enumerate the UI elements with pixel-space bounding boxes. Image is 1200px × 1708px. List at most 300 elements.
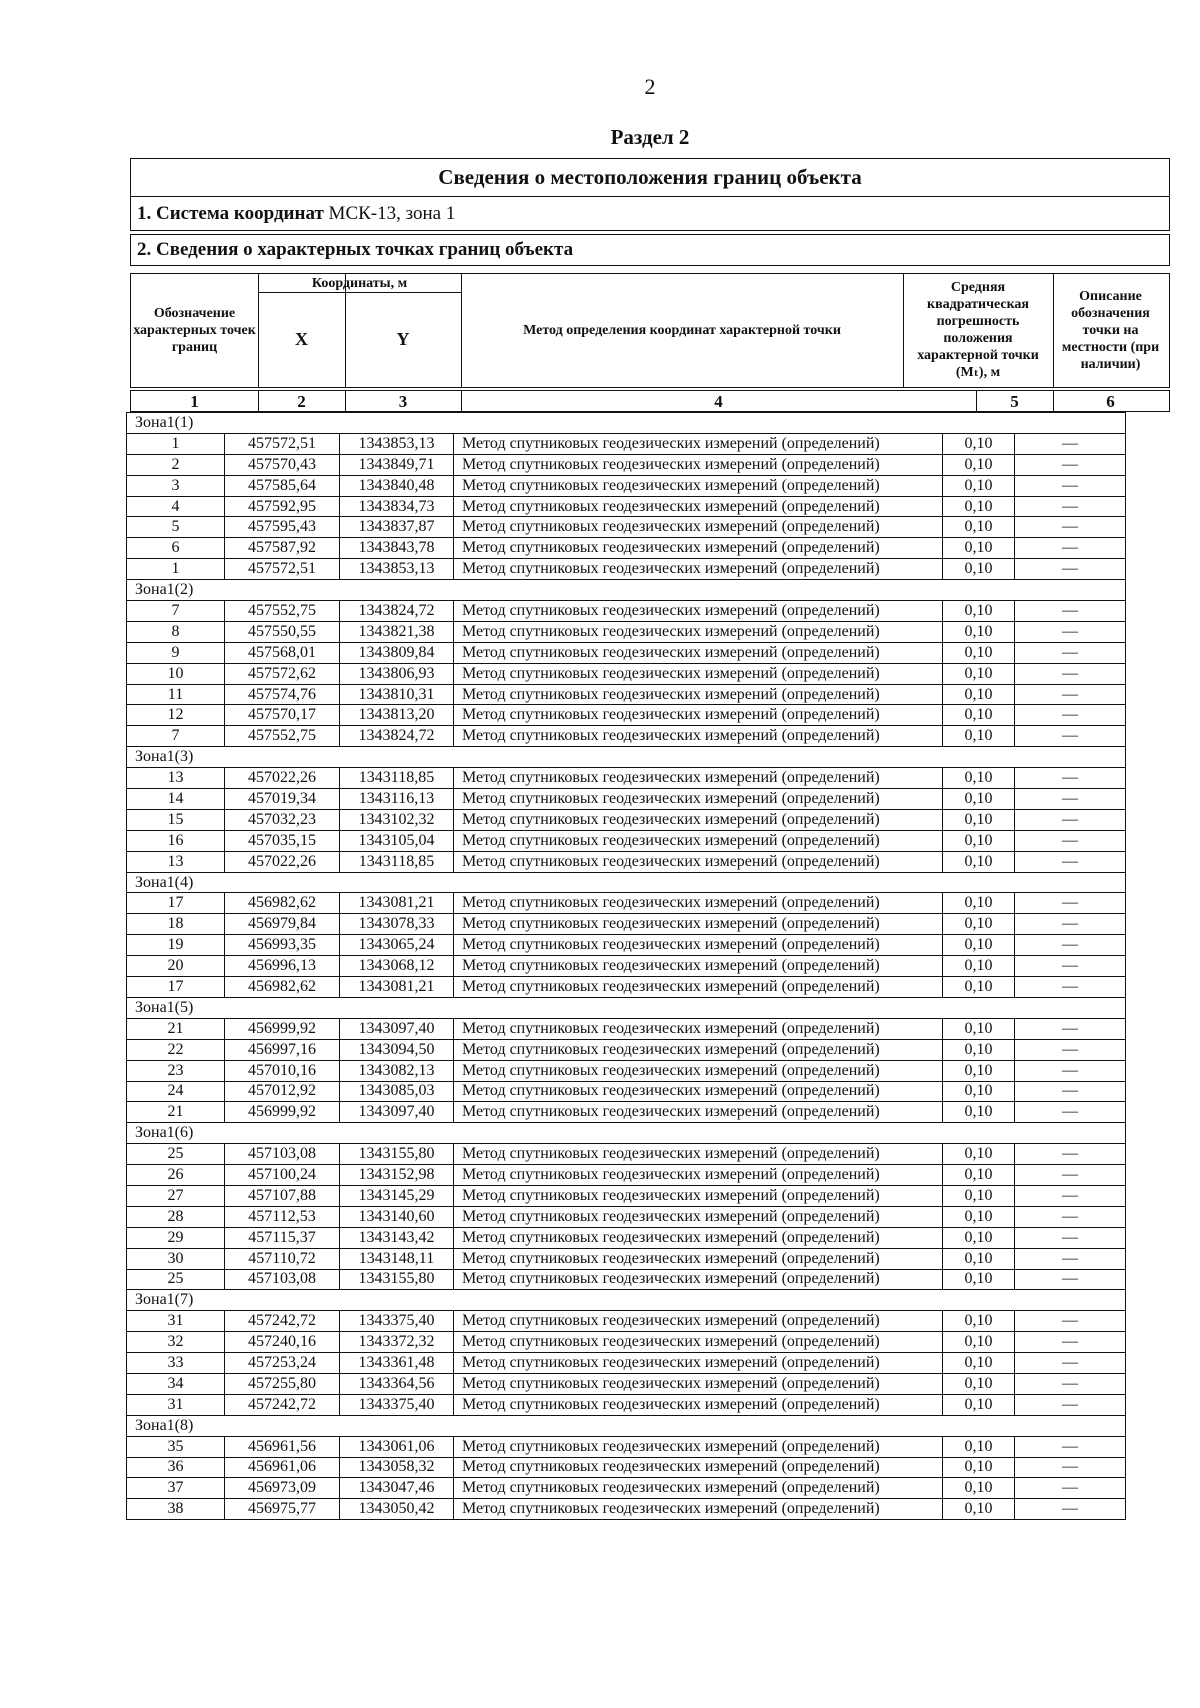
- method-cell: Метод спутниковых геодезических измерений (определений): [454, 1478, 943, 1499]
- coord-y: 1343094,50: [340, 1039, 454, 1060]
- coord-y: 1343361,48: [340, 1353, 454, 1374]
- description-dash: —: [1015, 517, 1126, 538]
- coord-x: 457572,51: [225, 559, 340, 580]
- description-dash: —: [1015, 935, 1126, 956]
- coord-x: 456982,62: [225, 977, 340, 998]
- method-cell: Метод спутниковых геодезических измерений (определений): [454, 517, 943, 538]
- coord-x: 457022,26: [225, 768, 340, 789]
- error-value: 0,10: [943, 1227, 1015, 1248]
- error-value: 0,10: [943, 496, 1015, 517]
- col-method-header: Метод определения координат характерной точки: [523, 322, 841, 338]
- description-dash: —: [1015, 1311, 1126, 1332]
- method-cell: Метод спутниковых геодезических измерений (определений): [454, 621, 943, 642]
- coord-y: 1343058,32: [340, 1457, 454, 1478]
- coord-y: 1343813,20: [340, 705, 454, 726]
- coord-x: 457242,72: [225, 1311, 340, 1332]
- table-row: [127, 496, 1126, 517]
- coord-y: 1343085,03: [340, 1081, 454, 1102]
- error-value: 0,10: [943, 893, 1015, 914]
- error-value: 0,10: [943, 1165, 1015, 1186]
- point-number: 13: [127, 851, 225, 872]
- object-info-box: [130, 158, 1170, 231]
- coord-x: 457550,55: [225, 621, 340, 642]
- coord-y: 1343810,31: [340, 684, 454, 705]
- description-dash: —: [1015, 1436, 1126, 1457]
- description-dash: —: [1015, 1269, 1126, 1290]
- point-number: 1: [127, 433, 225, 454]
- coord-x: 457574,76: [225, 684, 340, 705]
- method-cell: Метод спутниковых геодезических измерений (определений): [454, 1206, 943, 1227]
- description-dash: —: [1015, 768, 1126, 789]
- zone-row: [127, 1290, 1126, 1311]
- column-numbers-row: [130, 390, 1170, 412]
- coord-y: 1343118,85: [340, 851, 454, 872]
- boundary-points-table: [126, 412, 1126, 1520]
- object-boundaries-title: Сведения о местоположения границ объекта: [131, 159, 1169, 197]
- point-number: 25: [127, 1144, 225, 1165]
- point-number: 29: [127, 1227, 225, 1248]
- method-cell: Метод спутниковых геодезических измерений (определений): [454, 977, 943, 998]
- point-number: 4: [127, 496, 225, 517]
- method-cell: Метод спутниковых геодезических измерений (определений): [454, 496, 943, 517]
- point-number: 34: [127, 1373, 225, 1394]
- description-dash: —: [1015, 789, 1126, 810]
- zone-row: [127, 747, 1126, 768]
- point-number: 19: [127, 935, 225, 956]
- table-row: [127, 1394, 1126, 1415]
- point-number: 6: [127, 538, 225, 559]
- table-row: [127, 1436, 1126, 1457]
- table-row: [127, 1353, 1126, 1374]
- coord-y: 1343809,84: [340, 642, 454, 663]
- description-dash: —: [1015, 1394, 1126, 1415]
- table-row: [127, 1457, 1126, 1478]
- point-number: 15: [127, 809, 225, 830]
- method-cell: Метод спутниковых геодезических измерений (определений): [454, 1499, 943, 1520]
- table-row: [127, 454, 1126, 475]
- method-cell: Метод спутниковых геодезических измерений (определений): [454, 1394, 943, 1415]
- error-value: 0,10: [943, 830, 1015, 851]
- coord-x: 457022,26: [225, 851, 340, 872]
- coord-y: 1343047,46: [340, 1478, 454, 1499]
- point-number: 18: [127, 914, 225, 935]
- method-cell: Метод спутниковых геодезических измерений (определений): [454, 1332, 943, 1353]
- error-value: 0,10: [943, 1081, 1015, 1102]
- col-number-5: 5: [1010, 392, 1019, 411]
- description-dash: —: [1015, 1185, 1126, 1206]
- table-row: [127, 1206, 1126, 1227]
- coord-y: 1343081,21: [340, 893, 454, 914]
- page-number: 2: [644, 74, 656, 99]
- coord-x: 457592,95: [225, 496, 340, 517]
- description-dash: —: [1015, 851, 1126, 872]
- coord-y: 1343375,40: [340, 1311, 454, 1332]
- coord-y: 1343840,48: [340, 475, 454, 496]
- error-value: 0,10: [943, 621, 1015, 642]
- description-dash: —: [1015, 1165, 1126, 1186]
- zone-row: [127, 1123, 1126, 1144]
- description-dash: —: [1015, 1206, 1126, 1227]
- description-dash: —: [1015, 1332, 1126, 1353]
- coord-y: 1343155,80: [340, 1144, 454, 1165]
- coord-y: 1343834,73: [340, 496, 454, 517]
- col-number-1: 1: [190, 392, 199, 411]
- coord-y: 1343824,72: [340, 726, 454, 747]
- coord-y: 1343050,42: [340, 1499, 454, 1520]
- coord-y: 1343853,13: [340, 559, 454, 580]
- point-number: 7: [127, 726, 225, 747]
- coord-y: 1343081,21: [340, 977, 454, 998]
- error-value: 0,10: [943, 768, 1015, 789]
- method-cell: Метод спутниковых геодезических измерений (определений): [454, 1165, 943, 1186]
- error-value: 0,10: [943, 1478, 1015, 1499]
- description-dash: —: [1015, 830, 1126, 851]
- error-value: 0,10: [943, 1185, 1015, 1206]
- error-value: 0,10: [943, 1248, 1015, 1269]
- point-number: 9: [127, 642, 225, 663]
- error-value: 0,10: [943, 1373, 1015, 1394]
- zone-label: Зона1(7): [127, 1290, 1126, 1311]
- points-section-title: 2. Сведения о характерных точках границ объекта: [137, 239, 574, 260]
- coordinate-system-line: [131, 197, 1169, 230]
- error-value: 0,10: [943, 851, 1015, 872]
- point-number: 32: [127, 1332, 225, 1353]
- method-cell: Метод спутниковых геодезических измерений (определений): [454, 684, 943, 705]
- error-value: 0,10: [943, 517, 1015, 538]
- coord-x: 457012,92: [225, 1081, 340, 1102]
- table-row: [127, 768, 1126, 789]
- zone-label: Зона1(4): [127, 872, 1126, 893]
- method-cell: Метод спутниковых геодезических измерений (определений): [454, 1311, 943, 1332]
- description-dash: —: [1015, 1081, 1126, 1102]
- coord-x: 457110,72: [225, 1248, 340, 1269]
- point-number: 33: [127, 1353, 225, 1374]
- coord-y: 1343078,33: [340, 914, 454, 935]
- method-cell: Метод спутниковых геодезических измерений (определений): [454, 851, 943, 872]
- method-cell: Метод спутниковых геодезических измерений (определений): [454, 601, 943, 622]
- coord-x: 457570,17: [225, 705, 340, 726]
- coord-x: 457572,51: [225, 433, 340, 454]
- method-cell: Метод спутниковых геодезических измерений (определений): [454, 1248, 943, 1269]
- method-cell: Метод спутниковых геодезических измерений (определений): [454, 1081, 943, 1102]
- table-row: [127, 1144, 1126, 1165]
- point-number: 37: [127, 1478, 225, 1499]
- description-dash: —: [1015, 1248, 1126, 1269]
- table-row: [127, 684, 1126, 705]
- coord-x: 456982,62: [225, 893, 340, 914]
- point-number: 28: [127, 1206, 225, 1227]
- error-value: 0,10: [943, 642, 1015, 663]
- coord-x: 456979,84: [225, 914, 340, 935]
- description-dash: —: [1015, 621, 1126, 642]
- table-row: [127, 1311, 1126, 1332]
- zone-row: [127, 580, 1126, 601]
- table-row: [127, 1185, 1126, 1206]
- table-row: [127, 642, 1126, 663]
- coord-y: 1343145,29: [340, 1185, 454, 1206]
- zone-label: Зона1(6): [127, 1123, 1126, 1144]
- error-value: 0,10: [943, 705, 1015, 726]
- table-row: [127, 1039, 1126, 1060]
- table-row: [127, 1478, 1126, 1499]
- table-row: [127, 893, 1126, 914]
- col-number-4: 4: [714, 392, 723, 411]
- point-number: 20: [127, 956, 225, 977]
- point-number: 8: [127, 621, 225, 642]
- table-row: [127, 705, 1126, 726]
- coord-y: 1343152,98: [340, 1165, 454, 1186]
- table-row: [127, 1018, 1126, 1039]
- method-cell: Метод спутниковых геодезических измерений (определений): [454, 433, 943, 454]
- method-cell: Метод спутниковых геодезических измерений (определений): [454, 1102, 943, 1123]
- coord-x: 457568,01: [225, 642, 340, 663]
- coord-y: 1343116,13: [340, 789, 454, 810]
- section-title: Раздел 2: [610, 125, 690, 149]
- table-row: [127, 1269, 1126, 1290]
- error-value: 0,10: [943, 977, 1015, 998]
- table-row: [127, 1165, 1126, 1186]
- coord-x: 457035,15: [225, 830, 340, 851]
- coord-y: 1343065,24: [340, 935, 454, 956]
- coord-x: 457112,53: [225, 1206, 340, 1227]
- table-row: [127, 1499, 1126, 1520]
- coord-y: 1343082,13: [340, 1060, 454, 1081]
- coord-x: 457595,43: [225, 517, 340, 538]
- coord-x: 457240,16: [225, 1332, 340, 1353]
- coord-x: 457010,16: [225, 1060, 340, 1081]
- description-dash: —: [1015, 1102, 1126, 1123]
- col-x-header: X: [295, 328, 308, 349]
- description-dash: —: [1015, 642, 1126, 663]
- error-value: 0,10: [943, 1499, 1015, 1520]
- error-value: 0,10: [943, 1018, 1015, 1039]
- col-coords-group-header: Координаты, м: [311, 275, 408, 291]
- error-value: 0,10: [943, 1394, 1015, 1415]
- coord-y: 1343061,06: [340, 1436, 454, 1457]
- point-number: 17: [127, 977, 225, 998]
- description-dash: —: [1015, 433, 1126, 454]
- point-number: 3: [127, 475, 225, 496]
- error-value: 0,10: [943, 1269, 1015, 1290]
- point-number: 27: [127, 1185, 225, 1206]
- method-cell: Метод спутниковых геодезических измерений (определений): [454, 1060, 943, 1081]
- coord-y: 1343068,12: [340, 956, 454, 977]
- coord-y: 1343097,40: [340, 1018, 454, 1039]
- point-number: 17: [127, 893, 225, 914]
- col-number-3: 3: [398, 392, 408, 411]
- table-row: [127, 789, 1126, 810]
- error-value: 0,10: [943, 1206, 1015, 1227]
- method-cell: Метод спутниковых геодезических измерений (определений): [454, 1018, 943, 1039]
- description-dash: —: [1015, 1457, 1126, 1478]
- description-dash: —: [1015, 893, 1126, 914]
- description-dash: —: [1015, 705, 1126, 726]
- coord-x: 456975,77: [225, 1499, 340, 1520]
- table-row: [127, 663, 1126, 684]
- point-number: 22: [127, 1039, 225, 1060]
- coord-x: 457552,75: [225, 601, 340, 622]
- error-value: 0,10: [943, 1457, 1015, 1478]
- table-row: [127, 1373, 1126, 1394]
- method-cell: Метод спутниковых геодезических измерений (определений): [454, 1269, 943, 1290]
- coord-y: 1343853,13: [340, 433, 454, 454]
- description-dash: —: [1015, 914, 1126, 935]
- point-number: 26: [127, 1165, 225, 1186]
- method-cell: Метод спутниковых геодезических измерений (определений): [454, 1039, 943, 1060]
- table-row: [127, 1081, 1126, 1102]
- method-cell: Метод спутниковых геодезических измерений (определений): [454, 789, 943, 810]
- error-value: 0,10: [943, 538, 1015, 559]
- error-value: 0,10: [943, 475, 1015, 496]
- error-value: 0,10: [943, 1332, 1015, 1353]
- point-number: 11: [127, 684, 225, 705]
- point-number: 30: [127, 1248, 225, 1269]
- table-row: [127, 517, 1126, 538]
- point-number: 1: [127, 559, 225, 580]
- coord-x: 457103,08: [225, 1144, 340, 1165]
- table-row: [127, 601, 1126, 622]
- table-row: [127, 830, 1126, 851]
- table-row: [127, 433, 1126, 454]
- coord-x: 457100,24: [225, 1165, 340, 1186]
- coord-y: 1343849,71: [340, 454, 454, 475]
- error-value: 0,10: [943, 1353, 1015, 1374]
- coord-x: 457585,64: [225, 475, 340, 496]
- point-number: 25: [127, 1269, 225, 1290]
- method-cell: Метод спутниковых геодезических измерений (определений): [454, 726, 943, 747]
- description-dash: —: [1015, 956, 1126, 977]
- method-cell: Метод спутниковых геодезических измерений (определений): [454, 956, 943, 977]
- zone-row: [127, 1415, 1126, 1436]
- points-section-box: [130, 234, 1170, 266]
- method-cell: Метод спутниковых геодезических измерений (определений): [454, 935, 943, 956]
- method-cell: Метод спутниковых геодезических измерений (определений): [454, 914, 943, 935]
- coord-y: 1343806,93: [340, 663, 454, 684]
- zone-label: Зона1(5): [127, 997, 1126, 1018]
- method-cell: Метод спутниковых геодезических измерений (определений): [454, 830, 943, 851]
- table-row: [127, 1227, 1126, 1248]
- method-cell: Метод спутниковых геодезических измерений (определений): [454, 454, 943, 475]
- zone-label: Зона1(8): [127, 1415, 1126, 1436]
- error-value: 0,10: [943, 601, 1015, 622]
- error-value: 0,10: [943, 1311, 1015, 1332]
- method-cell: Метод спутниковых геодезических измерений (определений): [454, 1144, 943, 1165]
- table-row: [127, 935, 1126, 956]
- coord-x: 456961,56: [225, 1436, 340, 1457]
- table-row: [127, 956, 1126, 977]
- description-dash: —: [1015, 726, 1126, 747]
- table-header: [130, 273, 1170, 388]
- coord-y: 1343837,87: [340, 517, 454, 538]
- table-row: [127, 1332, 1126, 1353]
- description-dash: —: [1015, 496, 1126, 517]
- description-dash: —: [1015, 1499, 1126, 1520]
- zone-label: Зона1(2): [127, 580, 1126, 601]
- coord-x: 456999,92: [225, 1018, 340, 1039]
- point-number: 21: [127, 1018, 225, 1039]
- description-dash: —: [1015, 601, 1126, 622]
- error-value: 0,10: [943, 559, 1015, 580]
- point-number: 21: [127, 1102, 225, 1123]
- point-number: 24: [127, 1081, 225, 1102]
- coord-x: 457570,43: [225, 454, 340, 475]
- description-dash: —: [1015, 977, 1126, 998]
- method-cell: Метод спутниковых геодезических измерений (определений): [454, 1227, 943, 1248]
- coord-y: 1343140,60: [340, 1206, 454, 1227]
- description-dash: —: [1015, 538, 1126, 559]
- table-row: [127, 1248, 1126, 1269]
- coord-x: 456997,16: [225, 1039, 340, 1060]
- description-dash: —: [1015, 1039, 1126, 1060]
- coord-x: 457242,72: [225, 1394, 340, 1415]
- description-dash: —: [1015, 559, 1126, 580]
- zone-label: Зона1(3): [127, 747, 1126, 768]
- description-dash: —: [1015, 1227, 1126, 1248]
- zone-label: Зона1(1): [127, 413, 1126, 434]
- point-number: 23: [127, 1060, 225, 1081]
- error-value: 0,10: [943, 684, 1015, 705]
- error-value: 0,10: [943, 433, 1015, 454]
- description-dash: —: [1015, 1373, 1126, 1394]
- error-value: 0,10: [943, 1102, 1015, 1123]
- coord-x: 457032,23: [225, 809, 340, 830]
- table-row: [127, 538, 1126, 559]
- col-error-header: Средняя квадратическая погрешность положения характерной точки (Mₜ), м: [917, 280, 1039, 380]
- table-row: [127, 809, 1126, 830]
- error-value: 0,10: [943, 1144, 1015, 1165]
- point-number: 7: [127, 601, 225, 622]
- coordinate-system-value: МСК-13, зона 1: [328, 203, 456, 224]
- coord-y: 1343372,32: [340, 1332, 454, 1353]
- method-cell: Метод спутниковых геодезических измерений (определений): [454, 642, 943, 663]
- description-dash: —: [1015, 1144, 1126, 1165]
- error-value: 0,10: [943, 956, 1015, 977]
- table-row: [127, 726, 1126, 747]
- error-value: 0,10: [943, 809, 1015, 830]
- coord-y: 1343118,85: [340, 768, 454, 789]
- coordinate-system-label: 1. Система координат: [137, 203, 324, 224]
- point-number: 10: [127, 663, 225, 684]
- method-cell: Метод спутниковых геодезических измерений (определений): [454, 809, 943, 830]
- col-y-header: Y: [396, 328, 410, 349]
- coord-y: 1343155,80: [340, 1269, 454, 1290]
- method-cell: Метод спутниковых геодезических измерений (определений): [454, 1457, 943, 1478]
- error-value: 0,10: [943, 1060, 1015, 1081]
- coord-x: 457019,34: [225, 789, 340, 810]
- point-number: 16: [127, 830, 225, 851]
- coord-y: 1343843,78: [340, 538, 454, 559]
- coord-x: 456996,13: [225, 956, 340, 977]
- coord-x: 457253,24: [225, 1353, 340, 1374]
- coord-y: 1343824,72: [340, 601, 454, 622]
- coord-y: 1343143,42: [340, 1227, 454, 1248]
- coord-x: 456993,35: [225, 935, 340, 956]
- table-row: [127, 914, 1126, 935]
- error-value: 0,10: [943, 789, 1015, 810]
- point-number: 14: [127, 789, 225, 810]
- error-value: 0,10: [943, 454, 1015, 475]
- error-value: 0,10: [943, 1436, 1015, 1457]
- coord-y: 1343364,56: [340, 1373, 454, 1394]
- table-row: [127, 851, 1126, 872]
- description-dash: —: [1015, 475, 1126, 496]
- coord-x: 456961,06: [225, 1457, 340, 1478]
- point-number: 5: [127, 517, 225, 538]
- method-cell: Метод спутниковых геодезических измерений (определений): [454, 538, 943, 559]
- description-dash: —: [1015, 1478, 1126, 1499]
- coord-x: 457255,80: [225, 1373, 340, 1394]
- point-number: 35: [127, 1436, 225, 1457]
